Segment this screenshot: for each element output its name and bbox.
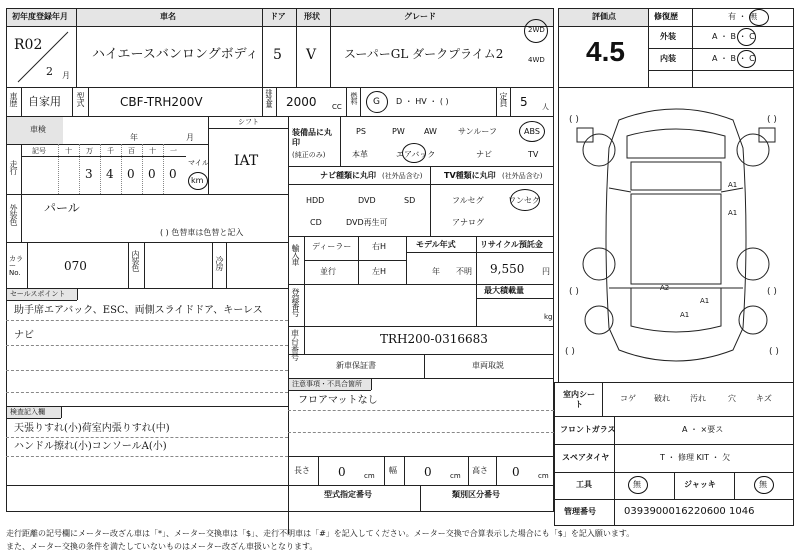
divider bbox=[21, 156, 186, 157]
sales-points-label: セールスポイント bbox=[10, 290, 66, 298]
import-dealer: ディーラー bbox=[312, 242, 352, 251]
length-label: 長さ bbox=[294, 466, 310, 475]
shape-value: V bbox=[306, 47, 317, 63]
svg-text:( ): ( ) bbox=[565, 347, 575, 357]
height-value: 0 bbox=[512, 465, 520, 479]
mileage-unit-label: 千 bbox=[107, 147, 114, 155]
divider bbox=[77, 288, 78, 300]
divider bbox=[262, 87, 263, 117]
model-value: CBF-TRH200V bbox=[120, 95, 203, 109]
tv-oneseg: ワンセグ bbox=[508, 196, 540, 205]
divider bbox=[21, 144, 22, 194]
equipment-navi: ナビ bbox=[476, 150, 492, 159]
model-year-value: 不明 bbox=[456, 267, 472, 276]
chassis-label: 車台番号 bbox=[291, 329, 299, 362]
inspector-line: ハンドル擦れ(小)コンソールA(小) bbox=[14, 441, 167, 452]
divider bbox=[288, 326, 554, 327]
divider bbox=[554, 499, 794, 500]
exterior-grade-options: A ・ B ・ C bbox=[712, 32, 755, 41]
navi-sub: (社外品含む) bbox=[382, 172, 423, 180]
divider bbox=[100, 144, 101, 194]
divider bbox=[430, 166, 431, 236]
mileage-digit: 0 bbox=[169, 167, 177, 181]
divider bbox=[318, 456, 319, 485]
seat-item: 破れ bbox=[654, 394, 670, 403]
divider bbox=[648, 70, 794, 71]
divider bbox=[510, 87, 511, 117]
divider bbox=[142, 144, 143, 194]
svg-text:( ): ( ) bbox=[569, 115, 579, 125]
notes-value: フロアマットなし bbox=[298, 395, 378, 406]
mileage-digit: 0 bbox=[127, 167, 135, 181]
seat-item: コゲ bbox=[620, 394, 636, 403]
svg-text:( ): ( ) bbox=[767, 287, 777, 297]
repair-label: 修復歴 bbox=[654, 12, 678, 21]
model-label: 型式 bbox=[76, 92, 85, 106]
max-load-unit: kg bbox=[544, 313, 553, 321]
navi-dvd-play: DVD再生可 bbox=[346, 218, 388, 227]
divider bbox=[554, 416, 794, 417]
mileage-unit-mile: マイル bbox=[188, 159, 209, 167]
score-value: 4.5 bbox=[586, 36, 625, 67]
divider bbox=[21, 87, 22, 117]
seat-item: 汚れ bbox=[690, 394, 706, 403]
notes-label: 注意事項・不具合箇所 bbox=[292, 380, 362, 388]
car-name-value: ハイエースバンロングボディ bbox=[92, 47, 259, 62]
equipment-tv: TV bbox=[528, 150, 539, 159]
divider bbox=[6, 485, 554, 486]
interior-grade-label: 内装 bbox=[660, 54, 676, 63]
divider bbox=[296, 8, 297, 88]
width-label: 幅 bbox=[389, 466, 397, 475]
divider bbox=[262, 8, 263, 88]
recycle-unit: 円 bbox=[542, 267, 550, 276]
management-value: 0393900016220600 1046 bbox=[624, 506, 755, 517]
divider bbox=[6, 456, 288, 457]
repair-circle bbox=[749, 9, 769, 26]
damage-mark: A1 bbox=[728, 181, 738, 189]
divider bbox=[21, 194, 22, 242]
capacity-label: 定員 bbox=[499, 92, 508, 106]
fuel-options: D ・ HV ・ ( ) bbox=[396, 97, 449, 106]
seat-item: キズ bbox=[756, 394, 772, 403]
reg-year-month: 2 bbox=[46, 65, 53, 78]
mileage-unit-km: km bbox=[191, 176, 204, 185]
height-unit: cm bbox=[538, 472, 549, 480]
damage-mark: A1 bbox=[700, 297, 710, 305]
svg-text:( ): ( ) bbox=[769, 347, 779, 357]
inspection-label: 車検 bbox=[30, 125, 46, 134]
grade-value: スーパーGL ダークプライム2 bbox=[344, 47, 504, 61]
warranty-manual: 車両取説 bbox=[472, 361, 504, 370]
displacement-unit: CC bbox=[332, 103, 342, 111]
mileage-label: 走行 bbox=[9, 160, 18, 174]
mileage-note-label: 記号 bbox=[32, 147, 46, 155]
footer-note: 走行距離の記号欄にメーター改ざん車は「*」、メーター交換車は「$」、走行不明車は「#」を記入してください。メーター交換で合算表示した場合にも「$」を記入願います。 bbox=[6, 529, 635, 538]
inspection-month-unit: 月 bbox=[186, 133, 194, 142]
divider bbox=[163, 144, 164, 194]
import-right-h: 右H bbox=[372, 242, 387, 251]
exterior-color-value: パール bbox=[44, 201, 80, 215]
divider bbox=[288, 410, 554, 411]
glass-value: A ・ ×要ス bbox=[682, 425, 724, 434]
equipment-leather: 本革 bbox=[352, 150, 368, 159]
displacement-value: 2000 bbox=[286, 95, 317, 109]
mileage-unit-label: 万 bbox=[86, 147, 93, 155]
divider bbox=[276, 87, 277, 117]
usage-value: 自家用 bbox=[28, 95, 61, 108]
divider bbox=[88, 87, 89, 117]
equipment-pw: PW bbox=[392, 127, 405, 136]
divider bbox=[288, 284, 554, 285]
color-no-label: カラーNo. bbox=[9, 255, 23, 277]
divider bbox=[288, 166, 554, 167]
divider bbox=[76, 8, 77, 88]
shape-label: 形状 bbox=[304, 12, 320, 21]
interior-color-label: 内装色 bbox=[131, 250, 140, 271]
divider bbox=[288, 184, 554, 185]
svg-text:( ): ( ) bbox=[569, 287, 579, 297]
sales-point-line: ナビ bbox=[14, 330, 34, 341]
equipment-abs: ABS bbox=[524, 127, 540, 136]
divider bbox=[6, 320, 288, 321]
spare-value: T ・ 修理 KIT ・ 欠 bbox=[660, 453, 731, 462]
divider bbox=[61, 406, 62, 418]
divider bbox=[304, 260, 406, 261]
divider bbox=[674, 472, 675, 499]
displacement-label: 排気量 bbox=[265, 89, 273, 107]
equipment-airbag: エアバック bbox=[396, 150, 436, 159]
divider bbox=[648, 48, 794, 49]
reg-year-month-unit: 月 bbox=[62, 71, 70, 80]
divider bbox=[420, 485, 421, 512]
management-label: 管理番号 bbox=[564, 507, 596, 516]
divider bbox=[406, 236, 407, 284]
equipment-ps: PS bbox=[356, 127, 366, 136]
exterior-grade-circle bbox=[737, 28, 756, 46]
divider bbox=[496, 87, 497, 117]
seat-label: 室内シート bbox=[563, 390, 595, 410]
color-no-value: 070 bbox=[64, 259, 87, 273]
mileage-digit: 4 bbox=[106, 167, 114, 181]
damage-mark: A1 bbox=[680, 311, 690, 319]
divider bbox=[121, 144, 122, 194]
divider bbox=[602, 382, 603, 416]
divider bbox=[6, 26, 554, 27]
divider bbox=[476, 236, 477, 284]
score-label: 評価点 bbox=[592, 12, 616, 21]
divider bbox=[424, 354, 425, 378]
damage-mark: A1 bbox=[728, 209, 738, 217]
repair-value: 有 ・ 無 bbox=[728, 12, 758, 21]
divider bbox=[476, 298, 554, 299]
divider bbox=[212, 242, 213, 288]
divider bbox=[558, 26, 794, 27]
divider bbox=[288, 456, 554, 457]
car-name-label: 車名 bbox=[160, 12, 176, 21]
drive-2wd: 2WD bbox=[528, 26, 545, 34]
tools-value: 無 bbox=[633, 480, 641, 489]
shift-label: シフト bbox=[238, 118, 259, 126]
divider bbox=[6, 300, 77, 301]
mileage-unit-label: 十 bbox=[149, 147, 156, 155]
divider bbox=[288, 236, 554, 237]
door-label: ドア bbox=[270, 12, 286, 21]
svg-text:( ): ( ) bbox=[767, 115, 777, 125]
divider bbox=[371, 378, 372, 390]
divider bbox=[476, 284, 477, 326]
navi-cd: CD bbox=[310, 218, 322, 227]
divider bbox=[6, 194, 288, 195]
divider bbox=[554, 472, 794, 473]
grade-label: グレード bbox=[404, 12, 436, 21]
height-label: 高さ bbox=[472, 466, 488, 475]
recycle-value: 9,550 bbox=[490, 262, 525, 276]
usage-label: 車歴 bbox=[9, 92, 18, 106]
capacity-unit: 人 bbox=[542, 103, 549, 111]
inspector-label: 検査記入欄 bbox=[10, 408, 45, 416]
model-year-label: モデル年式 bbox=[416, 240, 456, 249]
divider bbox=[6, 345, 288, 346]
recycle-label: リサイクル預託金 bbox=[480, 240, 543, 249]
door-count: 5 bbox=[273, 47, 282, 63]
tv-analog: アナログ bbox=[452, 218, 484, 227]
divider bbox=[27, 242, 28, 288]
divider bbox=[6, 437, 288, 438]
divider bbox=[734, 472, 735, 499]
damage-mark: A2 bbox=[660, 284, 670, 292]
divider bbox=[208, 128, 288, 129]
spare-label: スペアタイヤ bbox=[562, 453, 610, 462]
divider bbox=[226, 242, 227, 288]
import-label: 輸入車 bbox=[291, 244, 300, 265]
import-parallel: 並行 bbox=[320, 267, 336, 276]
divider bbox=[554, 444, 794, 445]
max-load-label: 最大積載量 bbox=[484, 286, 524, 295]
jack-label: ジャッキ bbox=[684, 480, 716, 489]
tv-label: TV種類に丸印 bbox=[444, 171, 496, 180]
interior-grade-options: A ・ B ・ C bbox=[712, 54, 755, 63]
exterior-color-note: ( ) 色替車は色替と記入 bbox=[160, 228, 244, 237]
divider bbox=[6, 242, 288, 243]
equipment-sublabel: (純正のみ) bbox=[292, 151, 326, 159]
fuel-label: 燃料 bbox=[350, 92, 358, 104]
width-unit: cm bbox=[450, 472, 461, 480]
divider bbox=[288, 354, 554, 355]
equipment-sunroof: サンルーフ bbox=[458, 127, 497, 136]
mileage-digit: 3 bbox=[85, 167, 93, 181]
length-unit: cm bbox=[364, 472, 375, 480]
mileage-unit-label: 十 bbox=[65, 147, 72, 155]
divider bbox=[330, 8, 331, 88]
divider bbox=[288, 390, 371, 391]
import-left-h: 左H bbox=[372, 267, 387, 276]
drive-4wd: 4WD bbox=[528, 56, 545, 64]
divider bbox=[288, 116, 289, 534]
wheel-circles bbox=[583, 134, 769, 334]
exterior-grade-label: 外装 bbox=[660, 32, 676, 41]
inspector-line: 天張りすれ(小)荷室内張りすれ(中) bbox=[14, 423, 170, 434]
mileage-unit-label: 一 bbox=[170, 147, 177, 155]
divider bbox=[128, 242, 129, 288]
tv-fullseg: フルセグ bbox=[452, 196, 484, 205]
divider bbox=[384, 456, 385, 485]
equipment-label: 装備品に丸印 bbox=[292, 128, 332, 147]
divider bbox=[6, 418, 61, 419]
warranty-new-car: 新車保証書 bbox=[336, 361, 376, 370]
divider bbox=[6, 144, 208, 145]
divider bbox=[6, 392, 288, 393]
type-spec-label: 型式指定番号 bbox=[324, 490, 372, 499]
divider bbox=[346, 87, 347, 117]
tools-label: 工具 bbox=[576, 480, 592, 489]
registration-label: 登録番号 bbox=[291, 288, 300, 316]
sales-point-line: 助手席エアバック、ESC、両側スライドドア、キーレス bbox=[14, 305, 263, 316]
navi-sd: SD bbox=[404, 196, 416, 205]
divider bbox=[406, 252, 554, 253]
divider bbox=[6, 370, 288, 371]
jack-value: 無 bbox=[759, 480, 767, 489]
chassis-value: TRH200-0316683 bbox=[380, 332, 488, 346]
class-number-label: 類別区分番号 bbox=[452, 490, 500, 499]
divider bbox=[340, 116, 341, 166]
navi-dvd: DVD bbox=[358, 196, 376, 205]
glass-label: フロントガラス bbox=[560, 425, 616, 434]
equipment-aw: AW bbox=[424, 127, 437, 136]
mileage-digit: 0 bbox=[148, 167, 156, 181]
divider bbox=[72, 87, 73, 117]
seat-item: 穴 bbox=[728, 394, 736, 403]
divider bbox=[144, 242, 145, 288]
divider bbox=[496, 456, 497, 485]
divider bbox=[404, 456, 405, 485]
capacity-value: 5 bbox=[520, 95, 528, 109]
footer-note: また、メーター交換の条件を満たしていないものはメーター改ざん車扱いとなります。 bbox=[6, 542, 318, 551]
divider bbox=[288, 432, 554, 433]
fuel-g: G bbox=[373, 97, 380, 107]
divider bbox=[58, 144, 59, 194]
tv-sub: (社外品含む) bbox=[502, 172, 543, 180]
reg-year-era: R02 bbox=[14, 37, 43, 53]
inspection-year-unit: 年 bbox=[130, 133, 138, 142]
shift-value: IAT bbox=[234, 153, 259, 169]
divider bbox=[360, 87, 361, 117]
divider bbox=[304, 284, 305, 326]
interior-grade-circle bbox=[737, 50, 756, 68]
car-damage-diagram bbox=[559, 88, 793, 382]
width-value: 0 bbox=[424, 465, 432, 479]
navi-label: ナビ種類に丸印 bbox=[320, 171, 376, 180]
navi-hdd: HDD bbox=[306, 196, 325, 205]
length-value: 0 bbox=[338, 465, 346, 479]
mileage-unit-label: 百 bbox=[128, 147, 135, 155]
model-year-year: 年 bbox=[432, 267, 440, 276]
cooler-label: 冷房 bbox=[215, 256, 224, 270]
reg-year-label: 初年度登録年月 bbox=[12, 12, 68, 21]
divider bbox=[468, 456, 469, 485]
divider bbox=[79, 144, 80, 194]
exterior-color-label: 外装色 bbox=[9, 204, 18, 225]
